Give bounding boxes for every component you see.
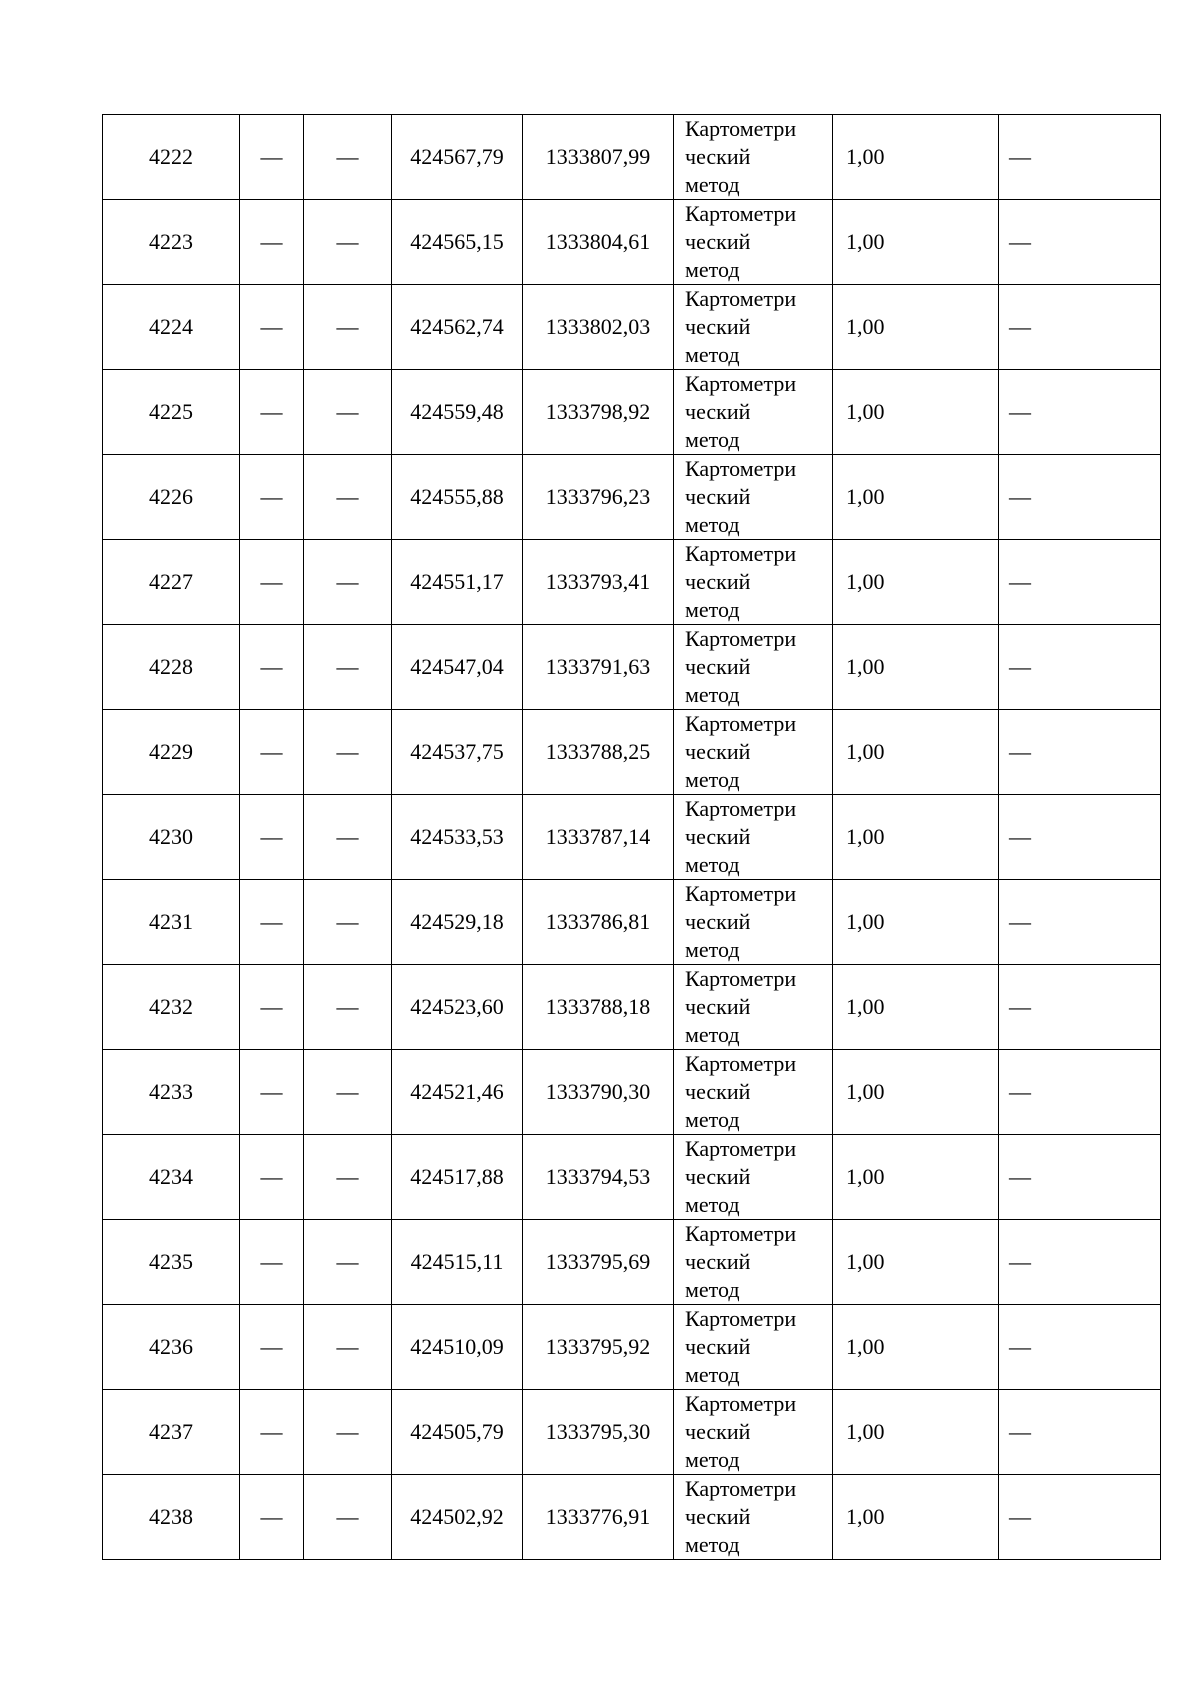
table-row: [103, 370, 1161, 455]
description-cell: —: [999, 880, 1161, 965]
method-text-line: метод: [685, 1192, 740, 1217]
method-cell: [674, 370, 833, 455]
empty-value-cell: —: [240, 285, 304, 370]
empty-value-cell: —: [304, 965, 392, 1050]
y-coordinate-cell: 1333787,14: [523, 795, 674, 880]
description-cell: —: [999, 1050, 1161, 1135]
empty-value-cell: —: [304, 1220, 392, 1305]
method-cell: [674, 1390, 833, 1475]
x-coordinate-cell: 424559,48: [392, 370, 523, 455]
description-cell: —: [999, 540, 1161, 625]
table-row: [103, 880, 1161, 965]
description-cell: —: [999, 370, 1161, 455]
empty-value-cell: —: [304, 710, 392, 795]
empty-value-cell: —: [240, 540, 304, 625]
point-number-cell: 4229: [103, 710, 240, 795]
accuracy-cell: 1,00: [833, 1220, 999, 1305]
y-coordinate-cell: 1333793,41: [523, 540, 674, 625]
method-text-line: метод: [685, 257, 740, 282]
empty-value-cell: —: [240, 370, 304, 455]
description-cell: —: [999, 1135, 1161, 1220]
empty-value-cell: —: [304, 1135, 392, 1220]
point-number-cell: 4234: [103, 1135, 240, 1220]
method-cell: [674, 285, 833, 370]
method-text-line: Картометри: [685, 201, 797, 226]
empty-value-cell: —: [240, 1135, 304, 1220]
table-row: [103, 1220, 1161, 1305]
x-coordinate-cell: 424547,04: [392, 625, 523, 710]
method-text-line: ческий: [685, 909, 751, 934]
accuracy-cell: 1,00: [833, 795, 999, 880]
table-row: [103, 1305, 1161, 1390]
accuracy-cell: 1,00: [833, 540, 999, 625]
method-text-line: ческий: [685, 399, 751, 424]
y-coordinate-cell: 1333788,18: [523, 965, 674, 1050]
empty-value-cell: —: [304, 285, 392, 370]
method-cell: [674, 1135, 833, 1220]
point-number-cell: 4223: [103, 200, 240, 285]
table-row: [103, 710, 1161, 795]
point-number-cell: 4228: [103, 625, 240, 710]
empty-value-cell: —: [304, 115, 392, 200]
method-text-line: Картометри: [685, 456, 797, 481]
method-text-line: метод: [685, 342, 740, 367]
method-text-line: метод: [685, 597, 740, 622]
method-text-line: метод: [685, 1277, 740, 1302]
method-text-line: Картометри: [685, 1476, 797, 1501]
x-coordinate-cell: 424567,79: [392, 115, 523, 200]
point-number-cell: 4222: [103, 115, 240, 200]
table-row: [103, 200, 1161, 285]
table-row: [103, 455, 1161, 540]
y-coordinate-cell: 1333798,92: [523, 370, 674, 455]
method-text-line: Картометри: [685, 1306, 797, 1331]
description-cell: —: [999, 795, 1161, 880]
accuracy-cell: 1,00: [833, 1475, 999, 1560]
x-coordinate-cell: 424515,11: [392, 1220, 523, 1305]
method-text-line: ческий: [685, 1419, 751, 1444]
point-number-cell: 4226: [103, 455, 240, 540]
method-text-line: ческий: [685, 824, 751, 849]
x-coordinate-cell: 424502,92: [392, 1475, 523, 1560]
method-cell: [674, 200, 833, 285]
method-text-line: метод: [685, 767, 740, 792]
method-text-line: Картометри: [685, 796, 797, 821]
method-text-line: ческий: [685, 229, 751, 254]
empty-value-cell: —: [240, 795, 304, 880]
description-cell: —: [999, 965, 1161, 1050]
method-cell: [674, 795, 833, 880]
table-row: [103, 625, 1161, 710]
accuracy-cell: 1,00: [833, 880, 999, 965]
y-coordinate-cell: 1333796,23: [523, 455, 674, 540]
description-cell: —: [999, 285, 1161, 370]
method-text-line: ческий: [685, 994, 751, 1019]
point-number-cell: 4236: [103, 1305, 240, 1390]
empty-value-cell: —: [240, 625, 304, 710]
coordinates-table: [102, 114, 1161, 1560]
method-text-line: ческий: [685, 1164, 751, 1189]
x-coordinate-cell: 424523,60: [392, 965, 523, 1050]
description-cell: —: [999, 710, 1161, 795]
y-coordinate-cell: 1333790,30: [523, 1050, 674, 1135]
table-row: [103, 795, 1161, 880]
accuracy-cell: 1,00: [833, 200, 999, 285]
empty-value-cell: —: [304, 880, 392, 965]
method-cell: [674, 115, 833, 200]
method-text-line: ческий: [685, 314, 751, 339]
empty-value-cell: —: [304, 200, 392, 285]
method-text-line: метод: [685, 1022, 740, 1047]
point-number-cell: 4237: [103, 1390, 240, 1475]
method-cell: [674, 1220, 833, 1305]
method-text-line: Картометри: [685, 371, 797, 396]
method-text-line: метод: [685, 1532, 740, 1557]
empty-value-cell: —: [240, 965, 304, 1050]
empty-value-cell: —: [240, 1220, 304, 1305]
empty-value-cell: —: [304, 455, 392, 540]
method-text-line: Картометри: [685, 1221, 797, 1246]
method-text-line: метод: [685, 172, 740, 197]
x-coordinate-cell: 424521,46: [392, 1050, 523, 1135]
method-text-line: ческий: [685, 484, 751, 509]
method-text-line: ческий: [685, 1079, 751, 1104]
accuracy-cell: 1,00: [833, 1305, 999, 1390]
table-row: [103, 1135, 1161, 1220]
point-number-cell: 4231: [103, 880, 240, 965]
method-text-line: ческий: [685, 1249, 751, 1274]
accuracy-cell: 1,00: [833, 625, 999, 710]
y-coordinate-cell: 1333776,91: [523, 1475, 674, 1560]
description-cell: —: [999, 1305, 1161, 1390]
method-cell: [674, 1305, 833, 1390]
point-number-cell: 4230: [103, 795, 240, 880]
x-coordinate-cell: 424555,88: [392, 455, 523, 540]
point-number-cell: 4227: [103, 540, 240, 625]
accuracy-cell: 1,00: [833, 1390, 999, 1475]
y-coordinate-cell: 1333788,25: [523, 710, 674, 795]
method-text-line: Картометри: [685, 1051, 797, 1076]
y-coordinate-cell: 1333794,53: [523, 1135, 674, 1220]
point-number-cell: 4235: [103, 1220, 240, 1305]
empty-value-cell: —: [240, 710, 304, 795]
x-coordinate-cell: 424551,17: [392, 540, 523, 625]
method-text-line: ческий: [685, 739, 751, 764]
y-coordinate-cell: 1333795,92: [523, 1305, 674, 1390]
y-coordinate-cell: 1333802,03: [523, 285, 674, 370]
point-number-cell: 4225: [103, 370, 240, 455]
empty-value-cell: —: [304, 795, 392, 880]
y-coordinate-cell: 1333795,30: [523, 1390, 674, 1475]
method-text-line: Картометри: [685, 881, 797, 906]
method-text-line: метод: [685, 512, 740, 537]
method-text-line: метод: [685, 1447, 740, 1472]
y-coordinate-cell: 1333786,81: [523, 880, 674, 965]
empty-value-cell: —: [304, 1050, 392, 1135]
description-cell: —: [999, 625, 1161, 710]
method-cell: [674, 540, 833, 625]
y-coordinate-cell: 1333795,69: [523, 1220, 674, 1305]
y-coordinate-cell: 1333804,61: [523, 200, 674, 285]
method-text-line: Картометри: [685, 116, 797, 141]
accuracy-cell: 1,00: [833, 1135, 999, 1220]
empty-value-cell: —: [304, 625, 392, 710]
empty-value-cell: —: [240, 1475, 304, 1560]
table-row: [103, 1390, 1161, 1475]
method-cell: [674, 965, 833, 1050]
empty-value-cell: —: [240, 200, 304, 285]
empty-value-cell: —: [240, 115, 304, 200]
method-text-line: ческий: [685, 654, 751, 679]
method-text-line: ческий: [685, 1504, 751, 1529]
method-text-line: ческий: [685, 144, 751, 169]
point-number-cell: 4238: [103, 1475, 240, 1560]
empty-value-cell: —: [240, 1050, 304, 1135]
table-row: [103, 965, 1161, 1050]
method-cell: [674, 1050, 833, 1135]
point-number-cell: 4232: [103, 965, 240, 1050]
x-coordinate-cell: 424562,74: [392, 285, 523, 370]
method-text-line: метод: [685, 682, 740, 707]
point-number-cell: 4233: [103, 1050, 240, 1135]
accuracy-cell: 1,00: [833, 965, 999, 1050]
empty-value-cell: —: [304, 540, 392, 625]
description-cell: —: [999, 200, 1161, 285]
empty-value-cell: —: [240, 1305, 304, 1390]
description-cell: —: [999, 455, 1161, 540]
method-text-line: Картометри: [685, 966, 797, 991]
method-text-line: метод: [685, 937, 740, 962]
accuracy-cell: 1,00: [833, 455, 999, 540]
method-text-line: Картометри: [685, 626, 797, 651]
method-cell: [674, 710, 833, 795]
table-row: [103, 1050, 1161, 1135]
description-cell: —: [999, 115, 1161, 200]
empty-value-cell: —: [240, 455, 304, 540]
x-coordinate-cell: 424510,09: [392, 1305, 523, 1390]
method-text-line: метод: [685, 1362, 740, 1387]
empty-value-cell: —: [304, 370, 392, 455]
method-cell: [674, 880, 833, 965]
method-text-line: метод: [685, 427, 740, 452]
y-coordinate-cell: 1333807,99: [523, 115, 674, 200]
table-row: [103, 115, 1161, 200]
empty-value-cell: —: [240, 1390, 304, 1475]
method-text-line: Картометри: [685, 711, 797, 736]
x-coordinate-cell: 424517,88: [392, 1135, 523, 1220]
empty-value-cell: —: [304, 1475, 392, 1560]
accuracy-cell: 1,00: [833, 115, 999, 200]
method-text-line: ческий: [685, 1334, 751, 1359]
method-text-line: Картометри: [685, 1391, 797, 1416]
x-coordinate-cell: 424565,15: [392, 200, 523, 285]
empty-value-cell: —: [240, 880, 304, 965]
method-cell: [674, 625, 833, 710]
method-text-line: Картометри: [685, 1136, 797, 1161]
method-text-line: ческий: [685, 569, 751, 594]
point-number-cell: 4224: [103, 285, 240, 370]
method-cell: [674, 455, 833, 540]
method-cell: [674, 1475, 833, 1560]
accuracy-cell: 1,00: [833, 370, 999, 455]
accuracy-cell: 1,00: [833, 285, 999, 370]
accuracy-cell: 1,00: [833, 710, 999, 795]
description-cell: —: [999, 1390, 1161, 1475]
method-text-line: Картометри: [685, 286, 797, 311]
x-coordinate-cell: 424505,79: [392, 1390, 523, 1475]
method-text-line: метод: [685, 852, 740, 877]
empty-value-cell: —: [304, 1305, 392, 1390]
method-text-line: Картометри: [685, 541, 797, 566]
description-cell: —: [999, 1475, 1161, 1560]
y-coordinate-cell: 1333791,63: [523, 625, 674, 710]
x-coordinate-cell: 424537,75: [392, 710, 523, 795]
method-text-line: метод: [685, 1107, 740, 1132]
table-row: [103, 540, 1161, 625]
table-row: [103, 285, 1161, 370]
description-cell: —: [999, 1220, 1161, 1305]
empty-value-cell: —: [304, 1390, 392, 1475]
table-body: [103, 115, 1161, 1560]
accuracy-cell: 1,00: [833, 1050, 999, 1135]
x-coordinate-cell: 424533,53: [392, 795, 523, 880]
x-coordinate-cell: 424529,18: [392, 880, 523, 965]
table-row: [103, 1475, 1161, 1560]
